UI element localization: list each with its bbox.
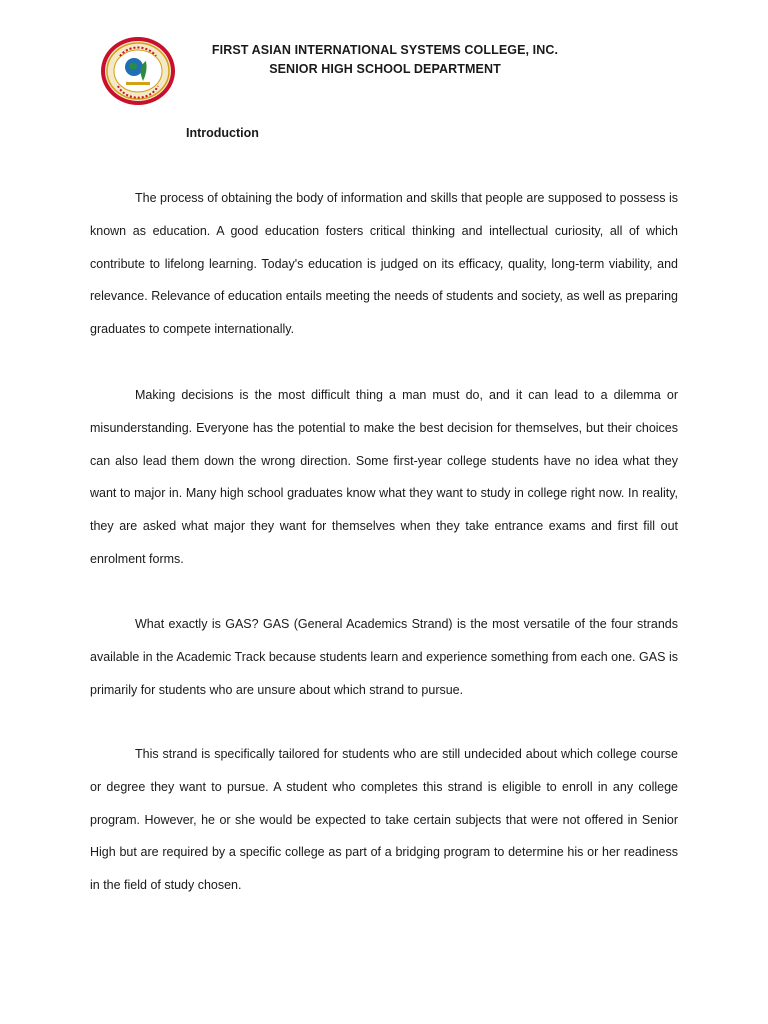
department-name: SENIOR HIGH SCHOOL DEPARTMENT bbox=[269, 62, 501, 76]
document-header bbox=[190, 41, 580, 79]
paragraph-4: This strand is specifically tailored for students who are still undecided about which college course or degree they want to pursue. A student who completes this strand is eligible to enroll in any college program. However, he or she would be expected to take certain subjects that were not offered in Senior High but are required by a specific college as part of a bridging program to determine his or her readiness in the field of study chosen. bbox=[90, 747, 678, 893]
paragraph-2: Making decisions is the most difficult thing a man must do, and it can lead to a dilemma or misunderstanding. Everyone has the potential to make the best decision for themselves, but their choices can also lead them down the wrong direction. Some first-year college students have no idea what they want to major in. Many high school graduates know what they want to study in college right now. In reality, they are asked what major they want for themselves when they take entrance exams and first fill out enrolment forms. bbox=[90, 388, 678, 566]
paragraph-1: The process of obtaining the body of information and skills that people are supposed to possess is known as education. A good education fosters critical thinking and intellectual curiosity, all of which contribute to lifelong learning. Today's education is judged on its efficacy, quality, long-term viability, and relevance. Relevance of education entails meeting the needs of students and society, as well as preparing graduates to compete internationally. bbox=[90, 191, 678, 337]
college-seal-icon bbox=[100, 36, 176, 106]
college-name: FIRST ASIAN INTERNATIONAL SYSTEMS COLLEGE, INC. bbox=[211, 43, 559, 57]
section-title: Introduction bbox=[186, 126, 259, 140]
paragraph-3: What exactly is GAS? GAS (General Academics Strand) is the most versatile of the four strands available in the Academic Track because students learn and experience something from each one. GAS is primarily for students who are unsure about which strand to pursue. bbox=[90, 617, 678, 697]
